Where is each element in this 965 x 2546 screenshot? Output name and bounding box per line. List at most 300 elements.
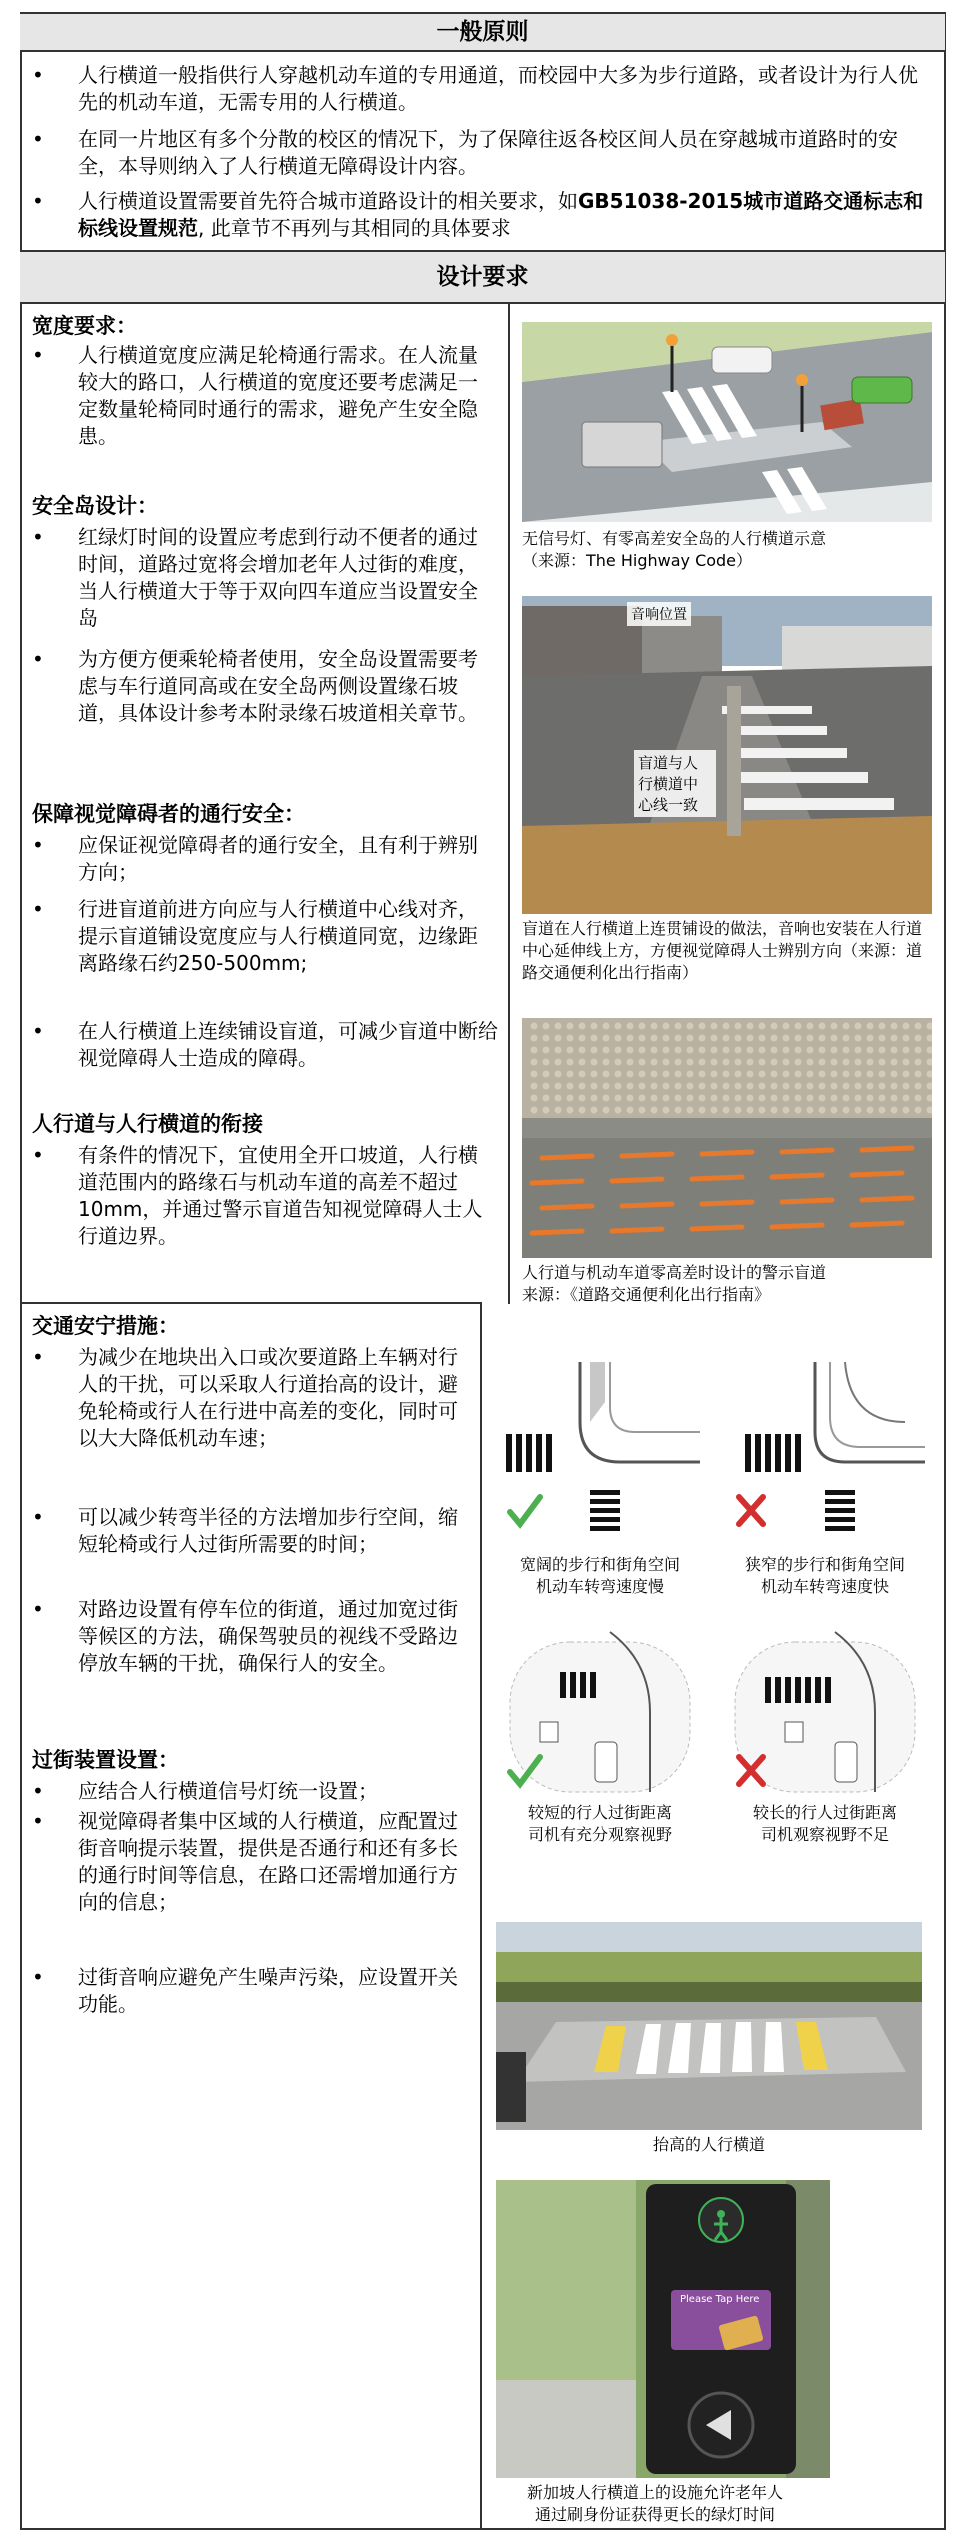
tactile-dot [687, 1107, 694, 1114]
tactile-dot [759, 1071, 766, 1078]
tactile-crossing-photo-svg [522, 596, 932, 914]
bullet-dot: • [32, 833, 44, 857]
rule [20, 302, 946, 304]
label-speaker-position: 音响位置 [627, 602, 691, 626]
tactile-dot [651, 1095, 658, 1102]
caption-diagram-2: 狭窄的步行和街角空间 机动车转弯速度快 [744, 1555, 905, 1596]
tactile-dot [627, 1071, 634, 1078]
tactile-dot [855, 1071, 862, 1078]
tactile-dot [591, 1107, 598, 1114]
tactile-dot [831, 1083, 838, 1090]
tactile-dot [603, 1023, 610, 1030]
tactile-dot [867, 1035, 874, 1042]
tactile-dot [843, 1023, 850, 1030]
tactile-dot [747, 1047, 754, 1054]
tactile-dot [615, 1071, 622, 1078]
tactile-dot [603, 1059, 610, 1066]
tactile-dot [579, 1047, 586, 1054]
tactile-dot [819, 1107, 826, 1114]
tactile-dot [879, 1071, 886, 1078]
tactile-dot [699, 1095, 706, 1102]
tactile-dot [903, 1059, 910, 1066]
tactile-dot [771, 1047, 778, 1054]
tactile-dot [615, 1083, 622, 1090]
tactile-dot [867, 1059, 874, 1066]
tactile-dot [783, 1059, 790, 1066]
tactile-dot [783, 1023, 790, 1030]
bullet-text-post: , 此章节不再列与其相同的具体要求 [198, 216, 511, 240]
tactile-dot [843, 1107, 850, 1114]
tactile-dot [855, 1035, 862, 1042]
tactile-dot [915, 1047, 922, 1054]
tactile-dot [675, 1107, 682, 1114]
tactile-dot [603, 1035, 610, 1042]
tactile-dot [675, 1023, 682, 1030]
caption-img5: 新加坡人行横道上的设施允许老年人 通过刷身份证获得更长的绿灯时间 [526, 2483, 783, 2524]
tactile-dot [879, 1059, 886, 1066]
tactile-dot [555, 1071, 562, 1078]
tactile-dot [807, 1083, 814, 1090]
tactile-dot [819, 1071, 826, 1078]
tactile-dot [615, 1095, 622, 1102]
bullet-dot: • [32, 525, 44, 549]
tactile-dot [723, 1071, 730, 1078]
tactile-dot [567, 1047, 574, 1054]
tactile-dot [915, 1071, 922, 1078]
tactile-dot [531, 1023, 538, 1030]
tactile-dot [855, 1047, 862, 1054]
tactile-dot [567, 1095, 574, 1102]
tactile-dot [723, 1035, 730, 1042]
frame-bottom [20, 2528, 946, 2530]
tactile-dot [531, 1035, 538, 1042]
tactile-dot [543, 1095, 550, 1102]
tactile-dot [699, 1035, 706, 1042]
bullet-dot: • [32, 1345, 44, 1369]
tactile-dot [639, 1095, 646, 1102]
diagram-long-crossing [725, 1622, 925, 1802]
tactile-dot [855, 1023, 862, 1030]
tactile-dot [771, 1023, 778, 1030]
tactile-dot [711, 1071, 718, 1078]
bullet-dot: • [32, 897, 44, 921]
tactile-dot [579, 1071, 586, 1078]
diagram-short-crossing [500, 1622, 700, 1802]
tactile-dot [783, 1095, 790, 1102]
tactile-dot [711, 1023, 718, 1030]
tactile-crossing-photo [522, 596, 932, 914]
tactile-dot [867, 1023, 874, 1030]
tactile-dot [795, 1095, 802, 1102]
bullet-dot: • [32, 127, 44, 151]
tactile-dot [807, 1071, 814, 1078]
label-tactile-alignment: 盲道与人 行横道中 心线一致 [634, 750, 716, 817]
tactile-dot [855, 1095, 862, 1102]
bullet-text: 可以减少转弯半径的方法增加步行空间，缩短轮椅或行人过街所需要的时间； [78, 1505, 458, 1556]
tactile-dot [783, 1107, 790, 1114]
frame-right [944, 12, 946, 2530]
caption-diagram-1: 宽阔的步行和街角空间 机动车转弯速度慢 [519, 1555, 680, 1596]
caption-diagram-4: 较长的行人过街距离 司机观察视野不足 [752, 1803, 897, 1844]
tactile-dot [831, 1023, 838, 1030]
tactile-dot [891, 1023, 898, 1030]
frame-left [20, 12, 22, 2530]
col-divider-upper [508, 302, 510, 1304]
rule [20, 50, 946, 52]
tactile-dot [675, 1095, 682, 1102]
tactile-dot [711, 1059, 718, 1066]
tactile-dot [735, 1035, 742, 1042]
tactile-dot [591, 1035, 598, 1042]
tactile-dot [531, 1107, 538, 1114]
tactile-dot [675, 1035, 682, 1042]
raised-crossing-photo-svg [496, 1922, 922, 2130]
warning-tactile-photo [522, 1018, 932, 1258]
tactile-dot [555, 1059, 562, 1066]
tactile-dot [663, 1107, 670, 1114]
tactile-dot [663, 1083, 670, 1090]
heading-calming: 交通安宁措施： [32, 1314, 179, 1338]
tactile-dot [699, 1047, 706, 1054]
tactile-dot [591, 1071, 598, 1078]
tactile-dot [735, 1095, 742, 1102]
tactile-dot [651, 1023, 658, 1030]
tactile-dot [639, 1071, 646, 1078]
tactile-dot [831, 1047, 838, 1054]
tactile-dot [543, 1071, 550, 1078]
tactile-dot [795, 1071, 802, 1078]
tactile-dot [567, 1023, 574, 1030]
singapore-device-photo [496, 2180, 830, 2478]
tactile-dot [723, 1047, 730, 1054]
tactile-dot [819, 1095, 826, 1102]
tactile-dot [759, 1059, 766, 1066]
tactile-dot [555, 1047, 562, 1054]
tactile-dot [735, 1083, 742, 1090]
tactile-dot [891, 1047, 898, 1054]
cross-icon [739, 1497, 763, 1524]
tactile-dot [711, 1035, 718, 1042]
col-divider-h [20, 1302, 482, 1304]
bullet-text: 应结合人行横道信号灯统一设置； [78, 1779, 378, 1803]
bullet-text: 红绿灯时间的设置应考虑到行动不便者的通过时间，道路过宽将会增加老年人过街的难度，当人行横道大于等于双向四车道应当设置安全岛 [78, 525, 478, 630]
tactile-dot [903, 1035, 910, 1042]
tactile-dot [879, 1095, 886, 1102]
tactile-dot [831, 1059, 838, 1066]
tactile-dot [807, 1095, 814, 1102]
tactile-dot [711, 1107, 718, 1114]
tactile-dot [615, 1035, 622, 1042]
tactile-dot [903, 1023, 910, 1030]
standard-reference: GB51038-2015城市道路交通标志和标线设置规范 [78, 189, 924, 240]
tactile-dot [603, 1047, 610, 1054]
tactile-dot [651, 1107, 658, 1114]
tactile-dot [627, 1083, 634, 1090]
tactile-dot [687, 1095, 694, 1102]
bullet-text: 在人行横道上连续铺设盲道，可减少盲道中断给视觉障碍人士造成的障碍。 [78, 1019, 498, 1070]
tactile-dot [639, 1035, 646, 1042]
tactile-dot [711, 1047, 718, 1054]
tactile-dot [555, 1023, 562, 1030]
tactile-dot [903, 1107, 910, 1114]
tactile-dot [735, 1071, 742, 1078]
tactile-dot [867, 1083, 874, 1090]
tactile-dot [639, 1107, 646, 1114]
heading-visual: 保障视觉障碍者的通行安全： [32, 802, 305, 826]
tactile-dot [603, 1095, 610, 1102]
tactile-dot [807, 1047, 814, 1054]
tactile-dot [819, 1059, 826, 1066]
bullet-text [78, 188, 932, 242]
tactile-dot [591, 1095, 598, 1102]
tactile-dot [795, 1107, 802, 1114]
section-title-design: 设计要求 [20, 252, 945, 302]
tactile-dot [879, 1107, 886, 1114]
col-divider-lower [480, 1302, 482, 2530]
tactile-dot [615, 1107, 622, 1114]
tactile-dot [771, 1035, 778, 1042]
tactile-dot [891, 1035, 898, 1042]
tactile-dot [759, 1023, 766, 1030]
tactile-dot [735, 1107, 742, 1114]
bullet-text: 行进盲道前进方向应与人行横道中心线对齐，提示盲道铺设宽度应与人行横道同宽，边缘距离路缘石约250-500mm; [78, 897, 478, 975]
tactile-dot [567, 1059, 574, 1066]
tactile-dot [555, 1095, 562, 1102]
tactile-dot [879, 1083, 886, 1090]
tactile-dot [615, 1047, 622, 1054]
tactile-dot [699, 1023, 706, 1030]
tactile-dot [531, 1083, 538, 1090]
tactile-dot [687, 1047, 694, 1054]
tactile-dot [771, 1071, 778, 1078]
tactile-dot [879, 1047, 886, 1054]
singapore-device-photo-svg [496, 2180, 830, 2478]
tactile-dot [783, 1071, 790, 1078]
tactile-dot [843, 1095, 850, 1102]
tactile-dot [579, 1107, 586, 1114]
caption-img4: 抬高的人行横道 [652, 2135, 765, 2154]
crossing-illustration-svg [522, 322, 932, 522]
tactile-dot [543, 1035, 550, 1042]
tactile-dot [663, 1059, 670, 1066]
tactile-dot [735, 1047, 742, 1054]
tactile-dot [651, 1035, 658, 1042]
diagram-long-crossing-svg [725, 1622, 925, 1802]
diagram-wide-corner [500, 1362, 700, 1552]
bullet-text-pre: 人行横道设置需要首先符合城市道路设计的相关要求，如 [78, 189, 578, 213]
warning-tactile-photo-svg [522, 1018, 932, 1258]
raised-crossing-photo [496, 1922, 922, 2130]
tactile-dot [579, 1023, 586, 1030]
tactile-dot [639, 1059, 646, 1066]
tactile-dot [603, 1107, 610, 1114]
tactile-dot [747, 1071, 754, 1078]
tactile-dot [591, 1083, 598, 1090]
tactile-dot [555, 1107, 562, 1114]
tactile-dot [579, 1059, 586, 1066]
tactile-dot [699, 1071, 706, 1078]
tactile-dot [699, 1083, 706, 1090]
tactile-dot [747, 1023, 754, 1030]
heading-connection: 人行道与人行横道的衔接 [32, 1112, 263, 1136]
tactile-dot [627, 1023, 634, 1030]
tactile-dot [831, 1107, 838, 1114]
bullet-text: 对路边设置有停车位的街道，通过加宽过街等候区的方法，确保驾驶员的视线不受路边停放车辆的干扰，确保行人的安全。 [78, 1597, 458, 1675]
tactile-dot [843, 1083, 850, 1090]
bullet-text: 有条件的情况下，宜使用全开口坡道，人行横道范围内的路缘石与机动车道的高差不超过10mm，并通过警示盲道告知视觉障碍人士人行道边界。 [78, 1143, 483, 1248]
tactile-dot [819, 1083, 826, 1090]
bullet-dot: • [32, 63, 44, 87]
tactile-dot [723, 1095, 730, 1102]
tactile-dot [855, 1083, 862, 1090]
tactile-dot [795, 1047, 802, 1054]
tactile-dot [663, 1035, 670, 1042]
bullet-dot: • [32, 647, 44, 671]
caption-img3: 人行道与机动车道零高差时设计的警示盲道 来源：《道路交通便利化出行指南》 [522, 1263, 827, 1304]
tactile-dot [699, 1059, 706, 1066]
tactile-dot [687, 1071, 694, 1078]
tactile-dot [915, 1107, 922, 1114]
tactile-dot [843, 1035, 850, 1042]
tactile-dot [819, 1023, 826, 1030]
tactile-dot [687, 1083, 694, 1090]
tactile-dot [543, 1047, 550, 1054]
tactile-dot [891, 1107, 898, 1114]
tactile-dot [531, 1059, 538, 1066]
bullet-text: 在同一片地区有多个分散的校区的情况下，为了保障往返各校区间人员在穿越城市道路时的安全，本导则纳入了人行横道无障碍设计内容。 [78, 127, 898, 178]
tactile-dot [831, 1071, 838, 1078]
tactile-dot [831, 1095, 838, 1102]
tactile-dot [795, 1023, 802, 1030]
tactile-dot [915, 1095, 922, 1102]
tactile-dot [831, 1035, 838, 1042]
tactile-dot [807, 1059, 814, 1066]
tactile-dot [651, 1047, 658, 1054]
tactile-dot [879, 1035, 886, 1042]
tactile-dot [591, 1023, 598, 1030]
tactile-dot [867, 1047, 874, 1054]
diagram-narrow-corner-svg [725, 1362, 925, 1552]
bullet-text: 视觉障碍者集中区域的人行横道，应配置过街音响提示装置，提供是否通行和还有多长的通行时间等信息，在路口还需增加通行方向的信息； [78, 1809, 458, 1914]
tactile-dot [867, 1071, 874, 1078]
bullet-dot: • [32, 1019, 44, 1043]
tactile-dot [879, 1023, 886, 1030]
tactile-dot [663, 1095, 670, 1102]
tactile-dot [771, 1083, 778, 1090]
tactile-dot [759, 1107, 766, 1114]
tactile-dot [615, 1023, 622, 1030]
tactile-dot [795, 1035, 802, 1042]
caption-img2: 盲道在人行横道上连贯铺设的做法，音响也安装在人行道中心延伸线上方，方便视觉障碍人士辨别方向（来源：道路交通便利化出行指南） [522, 919, 923, 982]
tactile-dot [855, 1107, 862, 1114]
tactile-dot [603, 1071, 610, 1078]
tactile-dot [639, 1083, 646, 1090]
tactile-dot [867, 1095, 874, 1102]
tactile-dot [771, 1095, 778, 1102]
tactile-dot [567, 1035, 574, 1042]
tactile-dot [723, 1059, 730, 1066]
tactile-dot [759, 1095, 766, 1102]
tactile-dot [783, 1047, 790, 1054]
tactile-dot [675, 1047, 682, 1054]
bullet-dot: • [32, 1505, 44, 1529]
tactile-dot [627, 1035, 634, 1042]
bullet-dot: • [32, 189, 44, 213]
tactile-dot [687, 1035, 694, 1042]
tactile-dot [543, 1059, 550, 1066]
tactile-dot [915, 1083, 922, 1090]
tactile-dot [819, 1047, 826, 1054]
tactile-dot [675, 1059, 682, 1066]
tactile-dot [663, 1071, 670, 1078]
tactile-dot [675, 1071, 682, 1078]
tactile-dot [567, 1107, 574, 1114]
bullet-text: 应保证视觉障碍者的通行安全，且有利于辨别方向； [78, 833, 478, 884]
tactile-dot [531, 1071, 538, 1078]
tactile-dot [771, 1059, 778, 1066]
tactile-dot [903, 1083, 910, 1090]
tactile-dot [579, 1095, 586, 1102]
tactile-dot [783, 1083, 790, 1090]
diagram-narrow-corner [725, 1362, 925, 1552]
tactile-dot [819, 1035, 826, 1042]
tactile-dot [579, 1083, 586, 1090]
tactile-dot [543, 1107, 550, 1114]
tactile-dot [663, 1023, 670, 1030]
tactile-dot [747, 1107, 754, 1114]
tactile-dot [843, 1059, 850, 1066]
tactile-dot [531, 1095, 538, 1102]
tactile-dot [639, 1023, 646, 1030]
section-title-general: 一般原则 [20, 14, 945, 50]
check-icon [510, 1497, 540, 1524]
tactile-dot [759, 1035, 766, 1042]
bullet-dot: • [32, 1809, 44, 1833]
tactile-dot [723, 1107, 730, 1114]
device-tap-label: Please Tap Here [680, 2294, 760, 2305]
tactile-dot [711, 1083, 718, 1090]
diagram-short-crossing-svg [500, 1622, 700, 1802]
bullet-text: 过街音响应避免产生噪声污染，应设置开关功能。 [78, 1965, 458, 2016]
tactile-dot [747, 1095, 754, 1102]
tactile-dot [603, 1083, 610, 1090]
tactile-dot [855, 1059, 862, 1066]
bullet-text: 为方便方便乘轮椅者使用，安全岛设置需要考虑与车行道同高或在安全岛两侧设置缘石坡道，具体设计参考本附录缘石坡道相关章节。 [78, 647, 478, 725]
tactile-dot [675, 1083, 682, 1090]
tactile-dot [651, 1083, 658, 1090]
tactile-dot [711, 1095, 718, 1102]
tactile-dot [555, 1083, 562, 1090]
tactile-dot [903, 1095, 910, 1102]
tactile-dot [867, 1107, 874, 1114]
bullet-dot: • [32, 343, 44, 367]
heading-island: 安全岛设计： [32, 494, 158, 518]
tactile-dot [591, 1047, 598, 1054]
tactile-dot [759, 1083, 766, 1090]
tactile-dot [627, 1047, 634, 1054]
tactile-dot [747, 1059, 754, 1066]
tactile-dot [843, 1047, 850, 1054]
tactile-dot [891, 1059, 898, 1066]
tactile-dot [891, 1083, 898, 1090]
tactile-dot [567, 1071, 574, 1078]
tactile-dot [783, 1035, 790, 1042]
tactile-dot [531, 1047, 538, 1054]
tactile-dot [723, 1023, 730, 1030]
tactile-dot [915, 1035, 922, 1042]
tactile-dot [771, 1107, 778, 1114]
tactile-dot [891, 1071, 898, 1078]
